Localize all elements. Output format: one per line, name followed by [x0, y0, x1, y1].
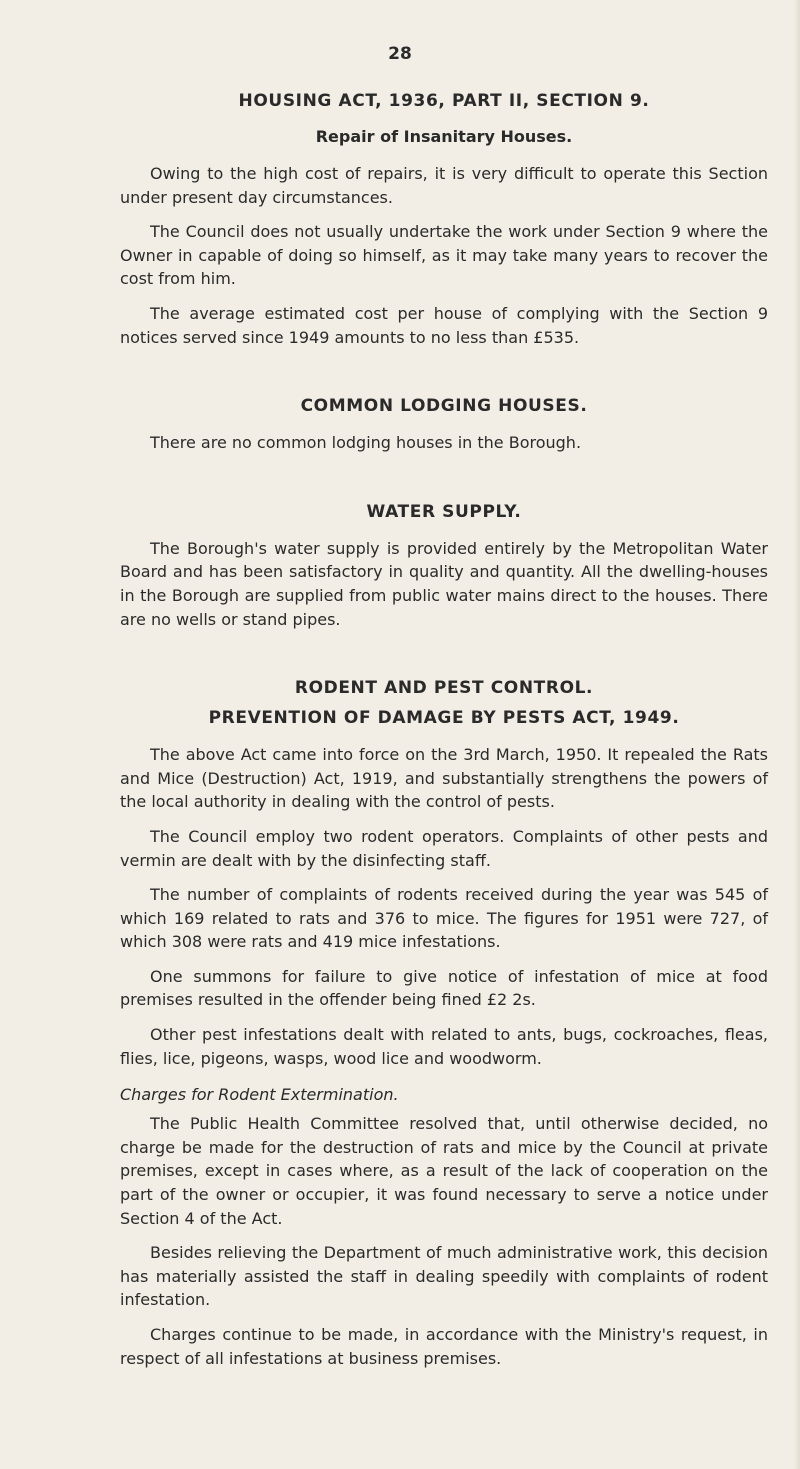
rodent-paragraph-8: Charges continue to be made, in accordance with the Ministry's request, in respect of all infestations at business premises.	[120, 1325, 768, 1368]
rodent-paragraph-1: The above Act came into force on the 3rd March, 1950. It repealed the Rats and Mice (Destruction) Act, 1919, and substantially strengthens the powers of the local authority in dealing with the control of pests.	[120, 745, 768, 812]
water-paragraph-1: The Borough's water supply is provided entirely by the Metropolitan Water Board and has been satisfactory in quality and quantity. All the dwelling-houses in the Borough are supplied from public water mains direct to the houses. There are no wells or stand pipes.	[120, 538, 768, 629]
rodent-paragraph-5: Other pest infestations dealt with related to ants, bugs, cockroaches, fleas, flies, lice, pigeons, wasps, wood lice and woodworm.	[120, 1025, 768, 1068]
rodent-paragraph-2: The Council employ two rodent operators. Complaints of other pests and vermin are dealt with by the disinfecting staff.	[120, 826, 768, 870]
repair-subheading: Repair of Insanitary Houses.	[315, 127, 573, 146]
rodent-control-heading: RODENT AND PEST CONTROL.	[294, 678, 594, 699]
charges-subheading: Charges for Rodent Extermination.	[120, 1085, 399, 1105]
rodent-paragraph-3: The number of complaints of rodents received during the year was 545 of which 169 related to rats and 376 to mice. The figures for 1951 were 727, of which 308 were rats and 419 mice infestations.	[120, 885, 768, 952]
housing-paragraph-2: The Council does not usually undertake the work under Section 9 where the Owner in capable of doing so himself, as it may take many years to recover the cost from him.	[120, 222, 768, 289]
lodging-paragraph-1: There are no common lodging houses in the Borough.	[150, 433, 582, 453]
housing-paragraph-1: Owing to the high cost of repairs, it is very difficult to operate this Section under present day circumstances.	[120, 164, 768, 207]
water-supply-heading: WATER SUPPLY.	[366, 501, 522, 522]
page-number: 28	[388, 44, 412, 64]
housing-act-heading: HOUSING ACT, 1936, PART II, SECTION 9.	[238, 91, 650, 111]
lodging-houses-heading: COMMON LODGING HOUSES.	[300, 396, 588, 417]
page-content	[120, 90, 768, 1370]
housing-paragraph-3: The average estimated cost per house of complying with the Section 9 notices served since 1949 amounts to no less than £535.	[120, 303, 768, 347]
rodent-paragraph-6: The Public Health Committee resolved that, until otherwise decided, no charge be made for the destruction of rats and mice by the Council at private premises, except in cases where, as a result of the lack of cooperation on the part of the owner or occupier, it was found necessary to serve a notice under Section 4 of the Act.	[120, 1114, 768, 1228]
pests-act-heading: PREVENTION OF DAMAGE BY PESTS ACT, 1949.	[208, 708, 680, 729]
rodent-paragraph-7: Besides relieving the Department of much administrative work, this decision has materially assisted the staff in dealing speedily with complaints of rodent infestation.	[120, 1243, 768, 1310]
page-edge-shadow	[794, 0, 800, 1469]
rodent-paragraph-4: One summons for failure to give notice of infestation of mice at food premises resulted in the offender being fined £2 2s.	[120, 966, 768, 1010]
